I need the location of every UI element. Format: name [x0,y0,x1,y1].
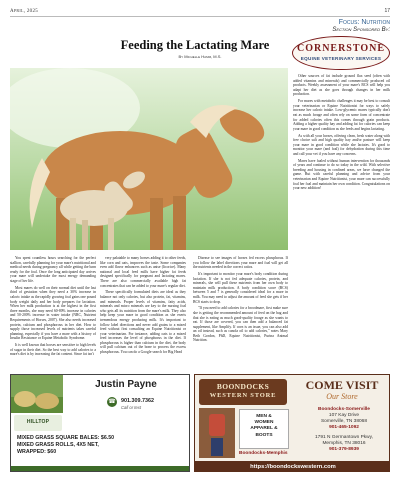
ad-accent-bar [11,466,190,471]
store-city: Somerville, TN 38068 [320,419,368,424]
hilltop-hay-ad[interactable] [10,374,190,472]
store-name: Boondocks-Memphis [239,451,288,456]
paragraph: You spent countless hours searching for the perfect stallion, carefully planning for your mare's nutritional and medical needs during pregnancy all while getting the barn ready for the foal. Once the long anticipated day arrives your mare will undertake the most energy demanding stage of her life. [10,256,96,283]
store-website-link[interactable]: https://boondockswestern.com [250,464,336,470]
seller-name: Justin Payne [95,379,157,390]
issue-date: April, 2025 [10,9,39,14]
paragraph: very palatable to many horses adding it to other feeds, like corn and oats, improves the taste. Some companies even add flavor enhancers such as anise (licorice). Many national and local feed mills have higher fat feeds designed specifically for pregnant and lactating mares. There are also commercially available high fat concentrates that can be added to your mare's regular diet. [100,256,186,288]
phone-icon: ☎ [108,399,116,405]
paragraph: Disease to see images of horses fed excess phosphorus. If you follow the label directions your mare and foal will get all the nutrients needed in the correct ratios. [193,256,288,270]
ad-headline: COME VISIT [305,378,379,392]
section-title: Focus: Nutrition [338,19,390,26]
price-item: MIXED GRASS ROLLS, 4X5 NET, [17,442,99,448]
paragraph: It is well known that horses are sensitive to high levels of sugar in their diet. So the best way to add calories to a mare's diet is by increasing the fat content. Since fat isn't [10,343,96,357]
apparel-badge [239,409,289,449]
paragraph: These specifically formulated diets are ideal as they balance not only calories, but also protein, fat, vitamins, and minerals. Proper levels of vitamins, fatty acids, minerals and micro minerals are key to the nursing foal who gets all its nutrition from the mare's milk. They also help keep your mare in good condition as she exerts tremendous energy producing milk. It's important to follow label directions and never add grains to a mixed feed without first consulting an Equine Nutritionist or your veterinarian. For instance, adding oats to a mixed feed increases the level of phosphorus in the diet. If phosphorous is higher than calcium in the diet, the body will pull calcium out of the bone to process the excess phosphorous. You can do a Google search for Big Head [100,290,186,355]
store-phone[interactable]: 901-379-8939 [329,447,359,452]
store-street: 107 Kay Drive [328,413,360,418]
article-column-4 [293,74,390,370]
memphis-address-detail [299,435,389,453]
paragraph: As with all your horses, offering clean, fresh water along with free choice salt and high quality hay and/or pasture will keep your mare in good condition while she lactates. It's good to monitor your mare (and foal) for dehydration during this time and call your vet if you have any concerns. [293,133,390,156]
ad-subheadline: Our Store [326,392,358,401]
price-item: WRAPPED: $60 [17,449,57,455]
header-rule [10,16,390,17]
store-name: Boondocks-Somerville [318,407,370,412]
cornerstone-logo[interactable] [292,36,390,70]
badge-line: MEN & [256,414,272,419]
article-column-1 [10,256,96,370]
paragraph: Most mares do well on their normal diet until the last third of gestation when they need a 30% increase in caloric intake as the rapidly growing foal gains one pound body weight daily and her body prepares for lactation. When her milk production is at the highest in the first three months, she may need 60-80% increase in calories and 50-200% increase in water intake (NRC, Nutrient Requirements of Horses, 2007). She also needs increased protein, calcium and phosphorous in her diet. How to supply those increased levels of nutrients takes careful planning, especially if you have a mare with a history of Insulin Resistance or Equine Metabolic Syndrome. [10,285,96,341]
mare-and-foal-photo [10,68,288,250]
logo-tagline: EQUINE VETERINARY SERVICES [300,56,382,61]
article-title: Feeding the Lactating Mare [120,38,270,52]
hay-price-list [17,435,185,456]
hilltop-logo-text: HILLTOP [26,419,50,425]
section-sponsor-label: Section Sponsored By: [332,27,390,33]
hay-bale-photo [11,375,63,413]
badge-line: BOOTS [255,432,273,438]
paragraph: Mares have foaled without human intervention for thousands of years and continue to do so today in the wild. With selective breeding and housing in confined areas, we have changed the game. But with careful planning and advice from your veterinarian and Equine Nutritionist, your mare can successfully foal her foal and maintain her own condition. Congratulations on your new addition! [293,158,390,191]
somerville-address [299,407,389,431]
paragraph: For mares with metabolic challenges it may be best to consult your veterinarian or Equine Nutritionist for ways to safely increase her caloric intake. Low-glycemic mares typically don't eat as much forage and often rely on some form of concentrate for added calories often this comes through grain products. Adding a higher quality hay and adding fat for calories can keep your mare in good condition as she feeds and begins lactating. [293,99,390,131]
paragraph: Other sources of fat include ground flax seed (often with added vitamins and minerals) and commercially produced oil products. Weekly assessment of your mare's BCS will help you adapt her diet as she goes through changes in her milk production. [293,74,390,97]
boondocks-logo-line2: WESTERN STORE [209,392,277,399]
store-city: Memphis, TN 38016 [322,441,366,446]
store-phone[interactable]: 901-465-1092 [329,425,359,430]
call-or-text-label: Call or text [121,405,142,410]
boondocks-logo-line1: BOONDOCKS [216,382,270,391]
paragraph: "If you need to add calories for a broodmare, first make sure she is getting the recommended amount of feed on the bag and that she is eating as much good-quality forage as she wants to eat. If those are covered, you can then add a balanced fat supplement, like Amplify. If corn is an issue, you can also add an oil instead, such as canola oil to add calories," notes Mary Beth Gordon, PhD, Equine Nutritionist, Purina Animal Nutrition. [193,306,288,343]
article-byline: By Michelle Hamm, M.S. [178,54,222,59]
badge-line: WOMEN [254,420,274,426]
logo-name: CORNERSTONE [296,43,386,54]
paragraph: It's important to monitor your mare's body condition during lactation. If she is not fed adequate calories, protein, and minerals, she will pull these nutrients from her own body to maintain milk production. A body condition score (BCS) between 5 and 7 is generally considered ideal for a mare in milk. You may need to adjust the amount of feed she gets if her BCS starts to drop. [193,271,288,304]
article-column-3 [193,256,288,370]
phone-number[interactable]: 901.309.7362 [121,398,154,404]
boondocks-western-ad[interactable] [194,374,390,472]
article-column-2 [100,256,186,370]
price-item: MIXED GRASS SQUARE BALES: $6.50 [17,435,115,441]
badge-line: APPAREL & [250,426,278,432]
western-wear-photo [199,408,235,458]
phone-block [67,396,187,424]
page-number: 17 [384,8,390,14]
store-street: 1791 N Germantown Pkwy, [314,435,374,440]
